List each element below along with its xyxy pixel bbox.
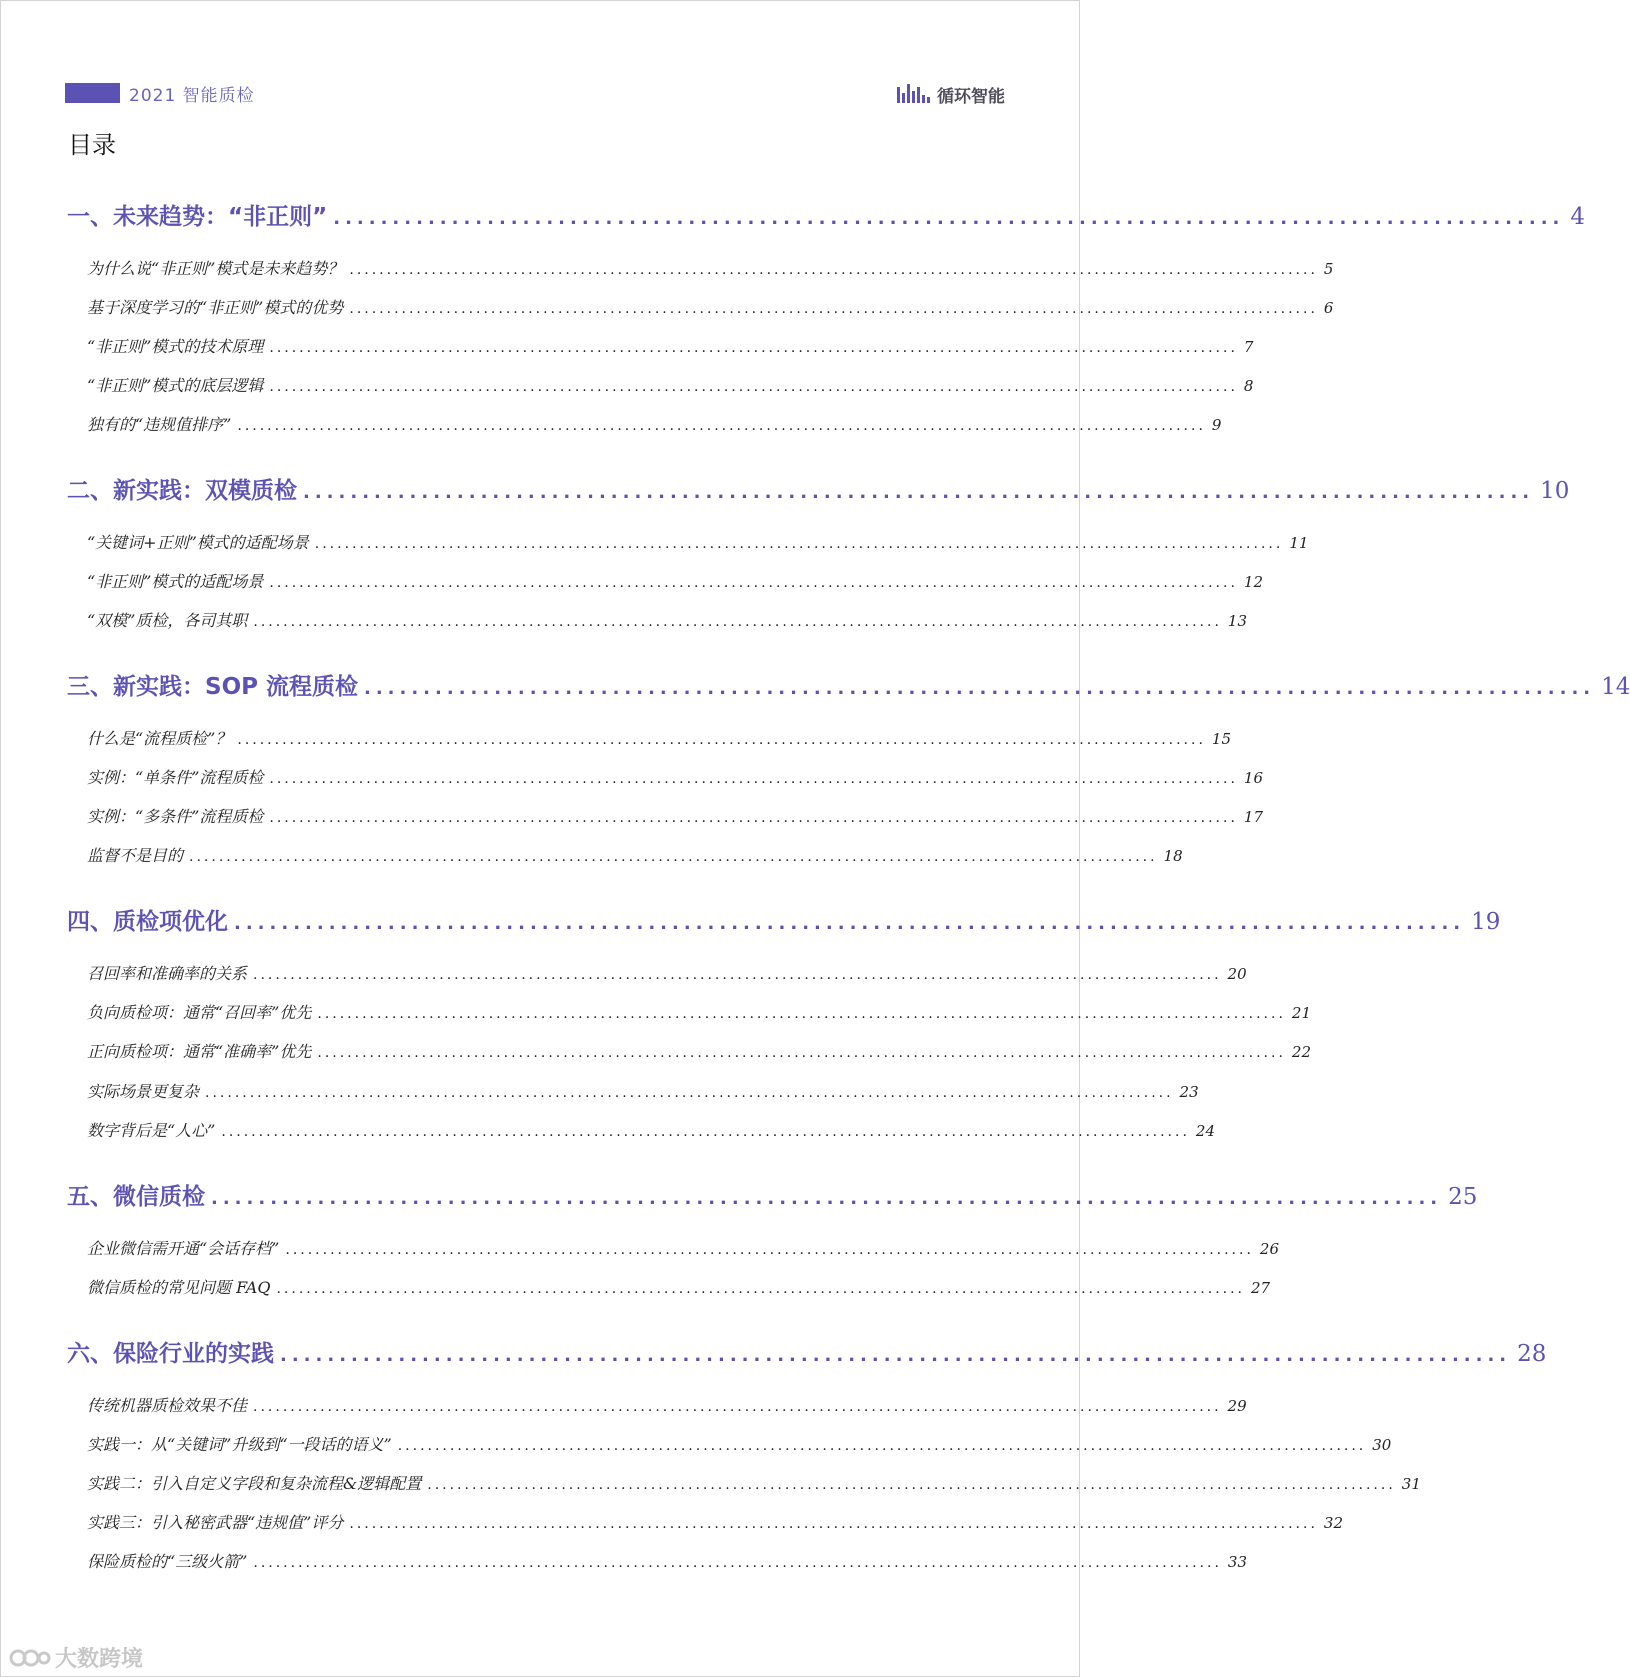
toc-entry[interactable]: [87, 569, 1263, 595]
dot-leader: ..................................................................................................................................: [269, 771, 1238, 787]
toc-entry[interactable]: [87, 530, 1309, 556]
entry-page-number: 8: [1243, 377, 1254, 395]
dot-leader: ..................................................................................................................................: [253, 1399, 1222, 1415]
dot-leader: ........................................................................................................: [211, 1188, 1443, 1209]
entry-label: 实践三：引入秘密武器“违规值”评分: [87, 1513, 344, 1532]
toc-entry[interactable]: [87, 608, 1247, 634]
dot-leader: ..................................................................................................................................: [237, 732, 1206, 748]
dot-leader: ..................................................................................................................................: [269, 810, 1238, 826]
toc-entry[interactable]: [87, 334, 1254, 360]
dot-leader: ..................................................................................................................................: [317, 1006, 1286, 1022]
toc-entry[interactable]: [87, 295, 1334, 321]
report-title: 2021 智能质检: [129, 86, 255, 106]
dot-leader: ..................................................................................................................................: [397, 1438, 1367, 1454]
toc-section-2[interactable]: [67, 472, 1570, 508]
entry-page-number: 9: [1211, 416, 1222, 434]
section-label: 一、未来趋势：“非正则”: [67, 204, 328, 230]
dot-leader: ........................................................................................................: [363, 678, 1596, 699]
dot-leader: ..................................................................................................................................: [427, 1477, 1396, 1493]
entry-page-number: 32: [1323, 1514, 1343, 1532]
entry-page-number: 21: [1291, 1004, 1311, 1022]
entry-page-number: 24: [1195, 1122, 1215, 1140]
entry-page-number: 7: [1243, 338, 1254, 356]
header-accent-bar: [65, 83, 120, 103]
entry-page-number: 11: [1289, 534, 1309, 552]
logo-text: 循环智能: [937, 86, 1005, 107]
dot-leader: ..................................................................................................................................: [189, 849, 1158, 865]
dot-leader: ..................................................................................................................................: [285, 1242, 1254, 1258]
entry-label: “非正则”模式的技术原理: [87, 337, 264, 356]
toc-title: 目录: [68, 131, 116, 159]
section-label: 二、新实践：双模质检: [67, 478, 297, 504]
bars-logo-icon: [897, 83, 933, 105]
entry-page-number: 17: [1243, 808, 1263, 826]
toc-entry[interactable]: [87, 256, 1334, 282]
dot-leader: ..................................................................................................................................: [349, 1516, 1318, 1532]
entry-label: “非正则”模式的底层逻辑: [87, 376, 264, 395]
page-header: [65, 81, 1005, 107]
section-page-number: 14: [1601, 674, 1630, 700]
section-page-number: 28: [1517, 1341, 1547, 1367]
toc-entry[interactable]: [87, 1000, 1311, 1026]
toc-entry[interactable]: [87, 1236, 1279, 1262]
entry-page-number: 27: [1251, 1279, 1271, 1297]
dot-leader: ..................................................................................................................................: [269, 340, 1238, 356]
entry-page-number: 12: [1243, 573, 1263, 591]
toc-entry[interactable]: [87, 1510, 1343, 1536]
toc-entry[interactable]: [87, 961, 1247, 987]
dot-leader: ..................................................................................................................................: [253, 967, 1222, 983]
entry-page-number: 16: [1243, 769, 1263, 787]
toc-entry[interactable]: [87, 412, 1222, 438]
entry-page-number: 26: [1259, 1240, 1279, 1258]
section-label: 五、微信质检: [67, 1184, 205, 1210]
section-page-number: 4: [1570, 204, 1586, 230]
toc-section-6[interactable]: [67, 1335, 1547, 1371]
section-label: 四、质检项优化: [67, 909, 228, 935]
dot-leader: ........................................................................................................: [280, 1345, 1512, 1366]
entry-label: 负向质检项：通常“召回率”优先: [87, 1003, 312, 1022]
entry-label: 实例：“单条件”流程质检: [87, 768, 264, 787]
dot-leader: ..................................................................................................................................: [269, 575, 1238, 591]
toc-entry[interactable]: [87, 373, 1254, 399]
section-page-number: 25: [1448, 1184, 1478, 1210]
entry-page-number: 23: [1179, 1083, 1199, 1101]
dot-leader: ..................................................................................................................................: [317, 1045, 1286, 1061]
watermark: [9, 1642, 143, 1673]
toc-entry[interactable]: [87, 804, 1263, 830]
entry-page-number: 15: [1211, 730, 1231, 748]
dot-leader: ..................................................................................................................................: [253, 614, 1222, 630]
entry-label: 监督不是目的: [87, 846, 184, 865]
toc-section-4[interactable]: [67, 903, 1501, 939]
toc-entry[interactable]: [87, 1393, 1247, 1419]
dot-leader: ........................................................................................................: [234, 913, 1466, 934]
entry-label: 什么是“流程质检”？: [87, 729, 232, 748]
entry-label: 数字背后是“人心”: [87, 1121, 216, 1140]
entry-label: “双模”质检，各司其职: [87, 611, 248, 630]
dot-leader: ..................................................................................................................................: [221, 1124, 1190, 1140]
toc-entry[interactable]: [87, 1039, 1311, 1065]
entry-page-number: 30: [1372, 1436, 1392, 1454]
toc-entry[interactable]: [87, 1549, 1247, 1575]
dot-leader: ..................................................................................................................................: [269, 379, 1238, 395]
toc-section-5[interactable]: [67, 1178, 1478, 1214]
entry-label: 实例：“多条件”流程质检: [87, 807, 264, 826]
dot-leader: ..................................................................................................................................: [276, 1281, 1246, 1297]
entry-label: 保险质检的“三级火箭”: [87, 1552, 248, 1571]
entry-label: “关键词+正则”模式的适配场景: [87, 533, 309, 552]
toc-entry[interactable]: [87, 1079, 1199, 1105]
entry-page-number: 5: [1323, 260, 1334, 278]
dot-leader: ..................................................................................................................................: [253, 1555, 1222, 1571]
entry-page-number: 13: [1227, 612, 1247, 630]
entry-page-number: 22: [1291, 1043, 1311, 1061]
section-page-number: 19: [1471, 909, 1501, 935]
dot-leader: ..................................................................................................................................: [205, 1085, 1174, 1101]
entry-page-number: 6: [1323, 299, 1334, 317]
dot-leader: ..................................................................................................................................: [349, 262, 1318, 278]
toc-entry[interactable]: [87, 1118, 1215, 1144]
entry-label: 企业微信需开通“会话存档”: [87, 1239, 280, 1258]
watermark-text: 大数跨境: [55, 1647, 144, 1672]
toc-section-3[interactable]: [67, 668, 1630, 704]
entry-label: 基于深度学习的“非正则”模式的优势: [87, 298, 344, 317]
dot-leader: ..................................................................................................................................: [314, 536, 1284, 552]
entry-page-number: 29: [1227, 1397, 1247, 1415]
toc-entry[interactable]: [87, 1432, 1392, 1458]
entry-label: 微信质检的常见问题 FAQ: [87, 1278, 271, 1297]
toc-entry[interactable]: [87, 726, 1231, 752]
dot-leader: ..................................................................................................................................: [349, 301, 1318, 317]
toc-section-1[interactable]: [67, 198, 1586, 234]
entry-label: 独有的“违规值排序”: [87, 415, 232, 434]
entry-page-number: 31: [1401, 1475, 1421, 1493]
watermark-logo-icon: [9, 1645, 51, 1671]
entry-page-number: 20: [1227, 965, 1247, 983]
entry-label: “非正则”模式的适配场景: [87, 572, 264, 591]
entry-label: 召回率和准确率的关系: [87, 964, 248, 983]
entry-label: 实践二：引入自定义字段和复杂流程&逻辑配置: [87, 1474, 422, 1493]
entry-label: 为什么说“非正则”模式是未来趋势？: [87, 259, 344, 278]
dot-leader: ........................................................................................................: [333, 208, 1565, 229]
dot-leader: ..................................................................................................................................: [237, 418, 1206, 434]
toc-entry[interactable]: [87, 1275, 1271, 1301]
entry-page-number: 18: [1163, 847, 1183, 865]
entry-label: 传统机器质检效果不佳: [87, 1396, 248, 1415]
toc-entry[interactable]: [87, 1471, 1421, 1497]
brand-logo: [897, 81, 1005, 107]
entry-label: 正向质检项：通常“准确率”优先: [87, 1042, 312, 1061]
entry-page-number: 33: [1227, 1553, 1247, 1571]
dot-leader: ........................................................................................................: [303, 482, 1535, 503]
section-page-number: 10: [1540, 478, 1570, 504]
entry-label: 实际场景更复杂: [87, 1082, 200, 1101]
section-label: 六、保险行业的实践: [67, 1341, 274, 1367]
section-label: 三、新实践：SOP 流程质检: [67, 674, 358, 700]
entry-label: 实践一：从“关键词”升级到“一段话的语义”: [87, 1435, 392, 1454]
toc-entry[interactable]: [87, 765, 1263, 791]
toc-entry[interactable]: [87, 843, 1183, 869]
